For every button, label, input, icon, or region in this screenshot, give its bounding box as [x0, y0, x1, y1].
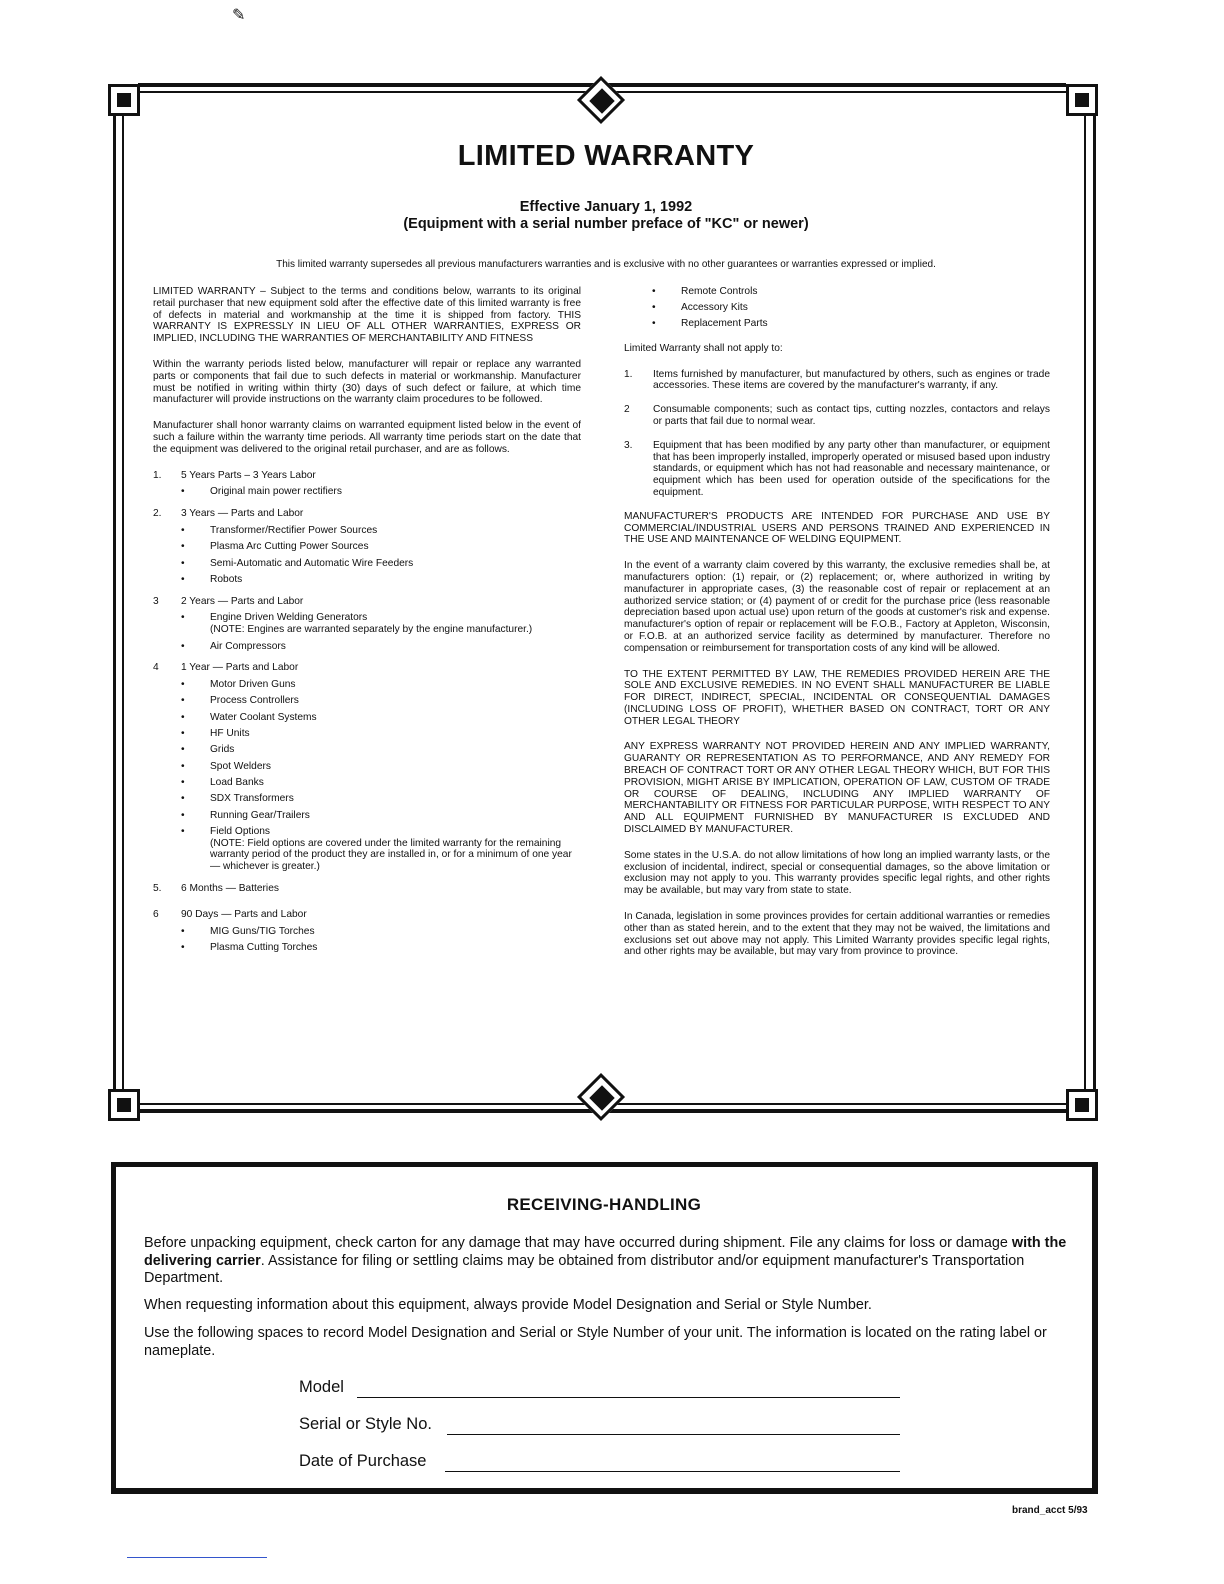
list-item: • Air Compressors — [181, 641, 581, 653]
record-info-paragraph: Use the following spaces to record Model Designation and Serial or Style Number of your unit. The information is located on the rating label or nameplate. — [144, 1325, 1047, 1359]
bullet-list — [652, 286, 1050, 330]
corner-ornament — [108, 84, 140, 116]
date-field[interactable] — [299, 1452, 427, 1471]
list-item: • Process Controllers — [181, 695, 581, 707]
warranty-right-column — [624, 286, 1050, 972]
warranty-periods — [153, 470, 581, 954]
period-note: (NOTE: Engines are warranted separately by the engine manufacturer.) — [210, 624, 533, 636]
effective-date: Effective January 1, 1992 — [519, 199, 693, 215]
period-items — [181, 612, 581, 652]
warranty-period: 6 90 Days — Parts and Labor — [153, 908, 307, 920]
intended-use: MANUFACTURER'S PRODUCTS ARE INTENDED FOR PURCHASE AND USE BY COMMERCIAL/INDUSTRIAL USERS AND PERSONS TRAINED AND EXPERIENCED IN THE USE AND MAINTENANCE OF WELDING EQUIPMENT. — [624, 510, 1050, 546]
list-item: • Grids — [181, 744, 581, 756]
list-item: • Original main power rectifiers — [181, 486, 581, 498]
supersedes-note: This limited warranty supersedes all previous manufacturers warranties and is exclusive with no other guarantees or warranties expressed or implied. — [276, 259, 936, 270]
section-title: RECEIVING-HANDLING — [506, 1195, 702, 1214]
period-items — [181, 679, 581, 873]
express-warranty: ANY EXPRESS WARRANTY NOT PROVIDED HEREIN AND ANY IMPLIED WARRANTY, GUARANTY OR REPRESENTATION AS TO PERFORMANCE, AND ANY REMEDY FOR BREACH OF CONTRACT TORT OR ANY OTHER LEGAL THEORY WHICH, BUT FOR THIS PROVISION, MIGHT ARISE BY IMPLICATION, OPERATION OF LAW, CUSTOM OF TRADE OR COURSE OF DEALING, INCLUDING ANY IMPLIED WARRANTY OF MERCHANTABILITY OR FITNESS FOR PARTICULAR PURPOSE, WITH RESPECT TO ANY AND ALL EQUIPMENT FURNISHED BY MANUFACTURER IS EXCLUDED AND DISCLAIMED BY MANUFACTURER. — [624, 741, 1050, 836]
list-item: • Replacement Parts — [652, 318, 1050, 330]
scan-mark: ✎ — [232, 7, 246, 24]
corner-ornament — [1066, 1089, 1098, 1121]
list-item: • Robots — [181, 574, 581, 586]
list-item: • Remote Controls — [652, 286, 1050, 298]
exclusion-item: 3. Equipment that has been modified by any party other than manufacturer, or equipment that has been improperly installed, improperly operated or misused based upon industry standards, or equipment which has not had reasonable and necessary maintenance, or equipment which has been used for operation outside of the specifications for the equipment. — [624, 439, 1050, 498]
model-label: Model — [299, 1378, 344, 1396]
list-item: • Spot Welders — [181, 761, 581, 773]
list-item: • Field Options (NOTE: Field options are covered under the limited warranty for the remaining warranty period of the product they are installed in, or for a minimum of one year — whichever is greater.) — [181, 826, 581, 873]
bottom-rule — [127, 1557, 267, 1558]
date-line[interactable] — [445, 1471, 900, 1472]
canada: In Canada, legislation in some provinces provides for certain additional warranties or remedies other than as stated herein, and to the extent that they may not be waived, the limitations and exclusions set out above may not apply. This Limited Warranty provides specific legal rights, and other rights may be available, but may vary from province to province. — [624, 911, 1050, 958]
list-item: • Semi-Automatic and Automatic Wire Feeders — [181, 558, 581, 570]
warranty-left-column — [153, 286, 581, 964]
list-item: • Plasma Cutting Torches — [181, 942, 581, 954]
serial-field[interactable] — [299, 1415, 432, 1434]
diamond-ornament — [578, 1074, 626, 1122]
warranty-intro: LIMITED WARRANTY – Subject to the terms and conditions below, warrants to its original retail purchaser that new equipment sold after the effective date of this limited warranty is free of defects in material and workmanship at the time it is shipped from factory. THIS WARRANTY IS EXPRESSLY IN LIEU OF ALL OTHER WARRANTIES, EXPRESS OR IMPLIED, INCLUDING THE WARRANTIES OF MERCHANTABILITY AND FITNESS — [153, 286, 581, 345]
exclusive-remedies: In the event of a warranty claim covered by this warranty, the exclusive remedies shall be, at manufacturers option: (1) repair, or (2) replacement; or, where authorized in writing by manufacturer in appropriate cases, (3) the reasonable cost of repair or replacement at an authorized service station; or (4) payment of or credit for the purchase price (less reasonable depreciation based upon actual use) upon return of the goods at customer's risk and expense. manufacturer's option of repair or replacement will be F.O.B., Factory at Appleton, Wisconsin, or F.O.B. at an authorized service facility as determined by manufacturer. Therefore no compensation or reimbursement for transportation costs of any kind will be allowed. — [624, 560, 1050, 654]
list-item: • Plasma Arc Cutting Power Sources — [181, 541, 581, 553]
warranty-period: 1. 5 Years Parts – 3 Years Labor — [153, 469, 316, 481]
list-item: • Transformer/Rectifier Power Sources — [181, 525, 581, 537]
list-item: • Accessory Kits — [652, 302, 1050, 314]
serial-label: Serial or Style No. — [299, 1415, 432, 1433]
list-item: • Motor Driven Guns — [181, 679, 581, 691]
period-items — [181, 486, 581, 498]
claims-paragraph: Before unpacking equipment, check carton for any damage that may have occurred during shipment. File any claims for loss or damage with the delivering carrier. Assistance for filing or settling claims may be obtained from distributor and/or equipment manufacturer's Transportation Department. — [144, 1235, 1067, 1287]
list-item: • SDX Transformers — [181, 793, 581, 805]
list-item: • HF Units — [181, 728, 581, 740]
warranty-repair: Within the warranty periods listed below, manufacturer will repair or replace any warranted parts or components that fail due to such defects in material or workmanship. Manufacturer must be notified in writing within thirty (30) days of such defect or failure, at which time manufacturer will provide instructions on the warranty claim procedures to be followed. — [153, 358, 581, 406]
warranty-claims: Manufacturer shall honor warranty claims on warranted equipment listed below in the event of such a failure within the warranty time periods. All warranty time periods start on the date that the equipment was delivered to the original retail purchaser, and are as follows. — [153, 420, 581, 455]
list-item: • Engine Driven Welding Generators (NOTE: Engines are warranted separately by the engine manufacturer.) — [181, 612, 581, 636]
period-items — [181, 525, 581, 586]
model-line[interactable] — [357, 1397, 900, 1398]
list-item: • Water Coolant Systems — [181, 712, 581, 724]
list-item: • MIG Guns/TIG Torches — [181, 926, 581, 938]
exclusion-item: 2 Consumable components; such as contact tips, cutting nozzles, contactors and relays or parts that fail due to normal wear. — [624, 404, 1050, 427]
request-info-paragraph: When requesting information about this equipment, always provide Model Designation and Serial or Style Number. — [144, 1297, 872, 1313]
period-note: (NOTE: Field options are covered under the limited warranty for the remaining warranty period of the product they are installed in, or for a minimum of one year — whichever is greater.) — [210, 837, 572, 873]
diamond-ornament — [578, 77, 626, 125]
exclusion-item: 1. Items furnished by manufacturer, but manufactured by others, such as engines or trade accessories. These items are covered by the manufacturer's warranty, if any. — [624, 368, 1050, 392]
corner-ornament — [1066, 84, 1098, 116]
corner-ornament — [108, 1089, 140, 1121]
period-items — [181, 926, 581, 954]
receiving-handling-box — [111, 1162, 1098, 1494]
document-code: brand_acct 5/93 — [1012, 1505, 1088, 1516]
warranty-period: 3 2 Years — Parts and Labor — [153, 595, 304, 607]
warranty-period: 2. 3 Years — Parts and Labor — [153, 508, 304, 520]
warranty-period: 5. 6 Months — Batteries — [153, 882, 279, 894]
extent-permitted: TO THE EXTENT PERMITTED BY LAW, THE REMEDIES PROVIDED HEREIN ARE THE SOLE AND EXCLUSIVE REMEDIES. IN NO EVENT SHALL MANUFACTURER BE LIABLE FOR DIRECT, INDIRECT, SPECIAL, INCIDENTAL OR CONSEQUENTIAL DAMAGES (INCLUDING LOSS OF PROFIT), WHETHER BASED ON CONTRACT, TORT OR ANY OTHER LEGAL THEORY — [624, 668, 1050, 727]
not-apply-heading: Limited Warranty shall not apply to: — [624, 342, 783, 354]
page-title: LIMITED WARRANTY — [457, 140, 755, 172]
list-item: • Load Banks — [181, 777, 581, 789]
us-states: Some states in the U.S.A. do not allow limitations of how long an implied warranty lasts, or the exclusion of incidental, indirect, special or consequential damages, so the above limitation or exclusion may not apply to you. This warranty provides specific legal rights, and other rights may be available, but may vary from state to state. — [624, 849, 1050, 897]
model-field[interactable] — [299, 1378, 344, 1397]
serial-line[interactable] — [447, 1434, 900, 1435]
date-label: Date of Purchase — [299, 1452, 427, 1470]
list-item: • Running Gear/Trailers — [181, 810, 581, 822]
serial-note: (Equipment with a serial number preface of "KC" or newer) — [403, 216, 809, 232]
warranty-period: 4 1 Year — Parts and Labor — [153, 662, 299, 674]
